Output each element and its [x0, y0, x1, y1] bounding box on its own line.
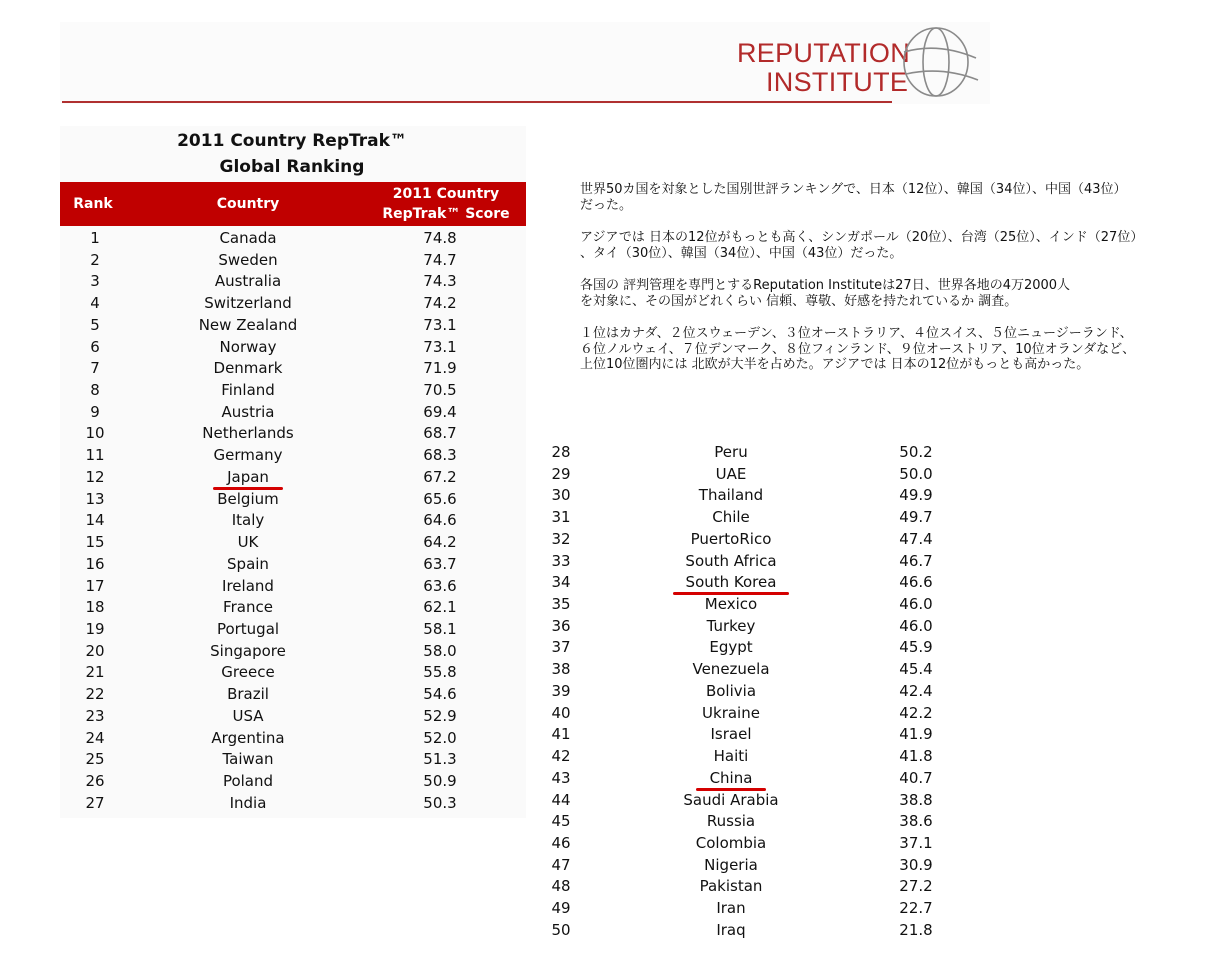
- cell-rank: 47: [551, 855, 571, 874]
- cell-rank: 32: [551, 529, 571, 548]
- cell-score: 41.9: [899, 725, 933, 744]
- table-row: [541, 659, 971, 681]
- table-row: [541, 442, 971, 464]
- cell-score: 65.6: [423, 489, 457, 508]
- cell-rank: 39: [551, 681, 571, 700]
- table-row: [541, 703, 971, 725]
- cell-country: Venezuela: [692, 660, 770, 679]
- cell-score: 63.6: [423, 576, 457, 595]
- cell-score: 45.4: [899, 660, 933, 679]
- cell-rank: 10: [85, 424, 105, 443]
- cell-country: Saudi Arabia: [683, 790, 779, 809]
- cell-country: Ireland: [222, 576, 274, 595]
- table-row: [541, 485, 971, 507]
- cell-country: Iran: [716, 899, 746, 918]
- cell-country: Portugal: [216, 619, 280, 638]
- cell-country: Thailand: [698, 486, 764, 505]
- table-row: [60, 445, 490, 467]
- cell-country: France: [223, 598, 273, 617]
- cell-rank: 45: [551, 812, 571, 831]
- table-row: [60, 793, 490, 815]
- table-row: [541, 768, 971, 790]
- cell-score: 74.3: [423, 272, 457, 291]
- cell-country: Finland: [221, 381, 275, 400]
- cell-rank: 17: [85, 576, 105, 595]
- table-row: [541, 920, 971, 942]
- table-row: [541, 572, 971, 594]
- cell-rank: 42: [551, 747, 571, 766]
- table-row: [60, 489, 490, 511]
- cell-country: Sweden: [218, 250, 278, 269]
- cell-score: 45.9: [899, 638, 933, 657]
- cell-country: Switzerland: [204, 294, 292, 313]
- cell-country: Israel: [710, 725, 752, 744]
- table-title: [60, 128, 524, 180]
- cell-score: 67.2: [423, 467, 457, 486]
- cell-score: 58.0: [423, 641, 457, 660]
- cell-score: 63.7: [423, 554, 457, 573]
- cell-country: Taiwan: [222, 750, 274, 769]
- table-row: [60, 228, 490, 250]
- cell-score: 55.8: [423, 663, 457, 682]
- cell-score: 64.2: [423, 533, 457, 552]
- cell-country: Pakistan: [699, 877, 763, 896]
- cell-rank: 5: [90, 315, 100, 334]
- cell-country: Russia: [706, 812, 756, 831]
- cell-country: PuertoRico: [690, 529, 772, 548]
- cell-score: 49.7: [899, 508, 933, 527]
- table-row: [60, 597, 490, 619]
- cell-rank: 43: [551, 768, 571, 787]
- table-row: [60, 619, 490, 641]
- cell-score: 51.3: [423, 750, 457, 769]
- cell-rank: 25: [85, 750, 105, 769]
- cell-score: 73.1: [423, 315, 457, 334]
- cell-rank: 27: [85, 793, 105, 812]
- cell-country: Peru: [714, 443, 748, 461]
- cell-country: New Zealand: [198, 315, 298, 334]
- table-row: [541, 898, 971, 920]
- cell-score: 50.3: [423, 793, 457, 812]
- cell-country: Mexico: [704, 595, 758, 614]
- cell-score: 74.7: [423, 250, 457, 269]
- cell-rank: 21: [85, 663, 105, 682]
- table-row: [60, 337, 490, 359]
- cell-rank: 8: [90, 381, 100, 400]
- table-row: [541, 507, 971, 529]
- cell-score: 46.0: [899, 616, 933, 635]
- table-row: [60, 402, 490, 424]
- cell-rank: 22: [85, 685, 105, 704]
- cell-country: Bolivia: [705, 681, 757, 700]
- cell-country: Netherlands: [202, 424, 294, 443]
- cell-country: UK: [237, 533, 259, 552]
- cell-score: 38.8: [899, 790, 933, 809]
- table-row: [60, 662, 490, 684]
- cell-score: 52.9: [423, 706, 457, 725]
- cell-rank: 18: [85, 598, 105, 617]
- table-row: [60, 510, 490, 532]
- cell-country: Chile: [712, 508, 750, 527]
- cell-rank: 24: [85, 728, 105, 747]
- cell-rank: 3: [90, 272, 100, 291]
- cell-score: 58.1: [423, 619, 457, 638]
- cell-score: 50.9: [423, 772, 457, 790]
- cell-score: 38.6: [899, 812, 933, 831]
- cell-country: Japan: [227, 467, 269, 486]
- cell-rank: 9: [90, 402, 100, 421]
- cell-country: Austria: [221, 402, 275, 421]
- cell-score: 21.8: [899, 920, 933, 939]
- table-row: [541, 551, 971, 573]
- table-row: [60, 684, 490, 706]
- cell-rank: 48: [551, 877, 571, 896]
- cell-score: 52.0: [423, 728, 457, 747]
- cell-country: Poland: [222, 772, 274, 790]
- cell-rank: 38: [551, 660, 571, 679]
- cell-score: 70.5: [423, 381, 457, 400]
- table-row: [541, 811, 971, 833]
- cell-score: 74.2: [423, 294, 457, 313]
- cell-rank: 6: [90, 337, 100, 356]
- cell-country: Italy: [231, 511, 265, 530]
- table-row: [541, 594, 971, 616]
- cell-country: Brazil: [227, 685, 269, 704]
- cell-country: Egypt: [709, 638, 753, 657]
- table-row: [60, 423, 490, 445]
- cell-score: 40.7: [899, 768, 933, 787]
- cell-score: 37.1: [899, 833, 933, 852]
- cell-rank: 12: [85, 467, 105, 486]
- cell-score: 22.7: [899, 899, 933, 918]
- cell-rank: 46: [551, 833, 571, 852]
- table-header: [60, 182, 526, 226]
- table-row: [60, 250, 490, 272]
- cell-rank: 16: [85, 554, 105, 573]
- cell-score: 71.9: [423, 359, 457, 378]
- table-row: [541, 833, 971, 855]
- cell-rank: 1: [90, 229, 100, 247]
- cell-country: South Africa: [685, 551, 777, 570]
- cell-rank: 50: [551, 920, 571, 939]
- cell-rank: 40: [551, 703, 571, 722]
- cell-rank: 20: [85, 641, 105, 660]
- cell-rank: 34: [551, 573, 571, 592]
- commentary-paragraph-1: 世界50カ国を対象とした国別世評ランキングで、日本（12位）、韓国（34位）、中国（43位） だった。: [580, 182, 1127, 213]
- cell-rank: 28: [551, 443, 571, 461]
- table-row: [60, 271, 490, 293]
- cell-score: 46.6: [899, 573, 933, 592]
- cell-country: Haiti: [713, 747, 749, 766]
- header-country: Country: [216, 196, 280, 212]
- cell-country: Singapore: [210, 641, 286, 660]
- cell-rank: 41: [551, 725, 571, 744]
- cell-score: 50.0: [899, 464, 933, 483]
- header-score-line1: 2011 Country: [392, 186, 500, 202]
- cell-country: Colombia: [695, 833, 767, 852]
- cell-rank: 37: [551, 638, 571, 657]
- cell-rank: 44: [551, 790, 571, 809]
- table-row: [541, 855, 971, 877]
- cell-score: 50.2: [899, 443, 933, 461]
- cell-country: South Korea: [685, 573, 777, 592]
- cell-score: 30.9: [899, 855, 933, 874]
- cell-score: 68.7: [423, 424, 457, 443]
- table-row: [60, 315, 490, 337]
- cell-country: Germany: [213, 446, 283, 465]
- cell-country: Belgium: [217, 489, 279, 508]
- table-title-line2: Global Ranking: [219, 157, 365, 177]
- cell-country: Argentina: [211, 728, 285, 747]
- cell-score: 46.0: [899, 595, 933, 614]
- table-row: [541, 529, 971, 551]
- table-row: [60, 380, 490, 402]
- cell-rank: 2: [90, 250, 100, 269]
- cell-rank: 30: [551, 486, 571, 505]
- cell-country: Iraq: [716, 920, 746, 939]
- cell-rank: 13: [85, 489, 105, 508]
- cell-country: UAE: [715, 464, 747, 483]
- cell-rank: 36: [551, 616, 571, 635]
- table-row: [60, 293, 490, 315]
- cell-score: 74.8: [423, 229, 457, 247]
- table-row: [541, 681, 971, 703]
- table-row: [541, 616, 971, 638]
- cell-rank: 11: [85, 446, 105, 465]
- cell-rank: 14: [85, 511, 105, 530]
- table-row: [60, 467, 490, 489]
- cell-rank: 7: [90, 359, 100, 378]
- header-score: [378, 182, 514, 226]
- cell-score: 64.6: [423, 511, 457, 530]
- commentary-text: [580, 182, 1190, 390]
- cell-rank: 33: [551, 551, 571, 570]
- table-row: [541, 464, 971, 486]
- cell-rank: 29: [551, 464, 571, 483]
- table-title-line1: 2011 Country RepTrak™: [177, 131, 407, 151]
- cell-country: Ukraine: [702, 703, 760, 722]
- cell-rank: 31: [551, 508, 571, 527]
- logo-text-line1: REPUTATION: [737, 38, 911, 68]
- table-row: [60, 576, 490, 598]
- cell-score: 62.1: [423, 598, 457, 617]
- cell-country: Nigeria: [704, 855, 758, 874]
- cell-country: India: [229, 793, 267, 812]
- logo-text-line2: INSTITUTE: [766, 67, 909, 97]
- header-score-line2: RepTrak™ Score: [382, 206, 510, 222]
- cell-score: 41.8: [899, 747, 933, 766]
- cell-country: Canada: [219, 229, 277, 247]
- cell-country: Spain: [227, 554, 269, 573]
- table-row: [541, 790, 971, 812]
- cell-country: Greece: [221, 663, 275, 682]
- table-row: [60, 771, 490, 793]
- cell-country: Norway: [219, 337, 277, 356]
- cell-score: 47.4: [899, 529, 933, 548]
- cell-score: 46.7: [899, 551, 933, 570]
- table-row: [541, 746, 971, 768]
- table-row: [60, 728, 490, 750]
- cell-score: 42.4: [899, 681, 933, 700]
- cell-score: 49.9: [899, 486, 933, 505]
- cell-score: 27.2: [899, 877, 933, 896]
- globe-logo-icon: [898, 22, 982, 102]
- cell-rank: 49: [551, 899, 571, 918]
- table-row: [60, 532, 490, 554]
- cell-score: 68.3: [423, 446, 457, 465]
- table-row: [60, 358, 490, 380]
- cell-score: 69.4: [423, 402, 457, 421]
- commentary-paragraph-4: １位はカナダ、２位スウェーデン、３位オーストラリア、４位スイス、５位ニュージーランド、 ６位ノルウェイ、７位デンマーク、８位フィンランド、９位オーストリア、10位オランダなど、 上位10位圏内には 北欧が大半を占めた。アジアでは 日本の12位がもっとも高かった。: [580, 326, 1136, 372]
- table-row: [541, 876, 971, 898]
- cell-country: Australia: [214, 272, 282, 291]
- cell-rank: 15: [85, 533, 105, 552]
- cell-rank: 26: [85, 772, 105, 790]
- cell-country: Turkey: [706, 616, 756, 635]
- cell-rank: 35: [551, 595, 571, 614]
- table-row: [541, 724, 971, 746]
- table-row: [60, 749, 490, 771]
- header-rank: Rank: [73, 196, 113, 212]
- cell-country: China: [709, 768, 753, 787]
- cell-country: USA: [232, 706, 264, 725]
- cell-rank: 19: [85, 619, 105, 638]
- cell-rank: 4: [90, 294, 100, 313]
- cell-rank: 23: [85, 706, 105, 725]
- table-row: [60, 641, 490, 663]
- cell-score: 42.2: [899, 703, 933, 722]
- cell-score: 73.1: [423, 337, 457, 356]
- table-row: [60, 706, 490, 728]
- cell-country: Denmark: [213, 359, 283, 378]
- table-row: [541, 637, 971, 659]
- cell-score: 54.6: [423, 685, 457, 704]
- commentary-paragraph-2: アジアでは 日本の12位がもっとも高く、シンガポール（20位）、台湾（25位）、インド（27位） 、タイ（30位）、韓国（34位）、中国（43位）だった。: [580, 230, 1144, 261]
- commentary-paragraph-3: 各国の 評判管理を専門とするReputation Instituteは27日、世界各地の4万2000人 を対象に、その国がどれくらい 信頼、尊敬、好感を持たれているか 調査。: [580, 278, 1071, 309]
- header-divider: [62, 101, 892, 103]
- table-row: [60, 554, 490, 576]
